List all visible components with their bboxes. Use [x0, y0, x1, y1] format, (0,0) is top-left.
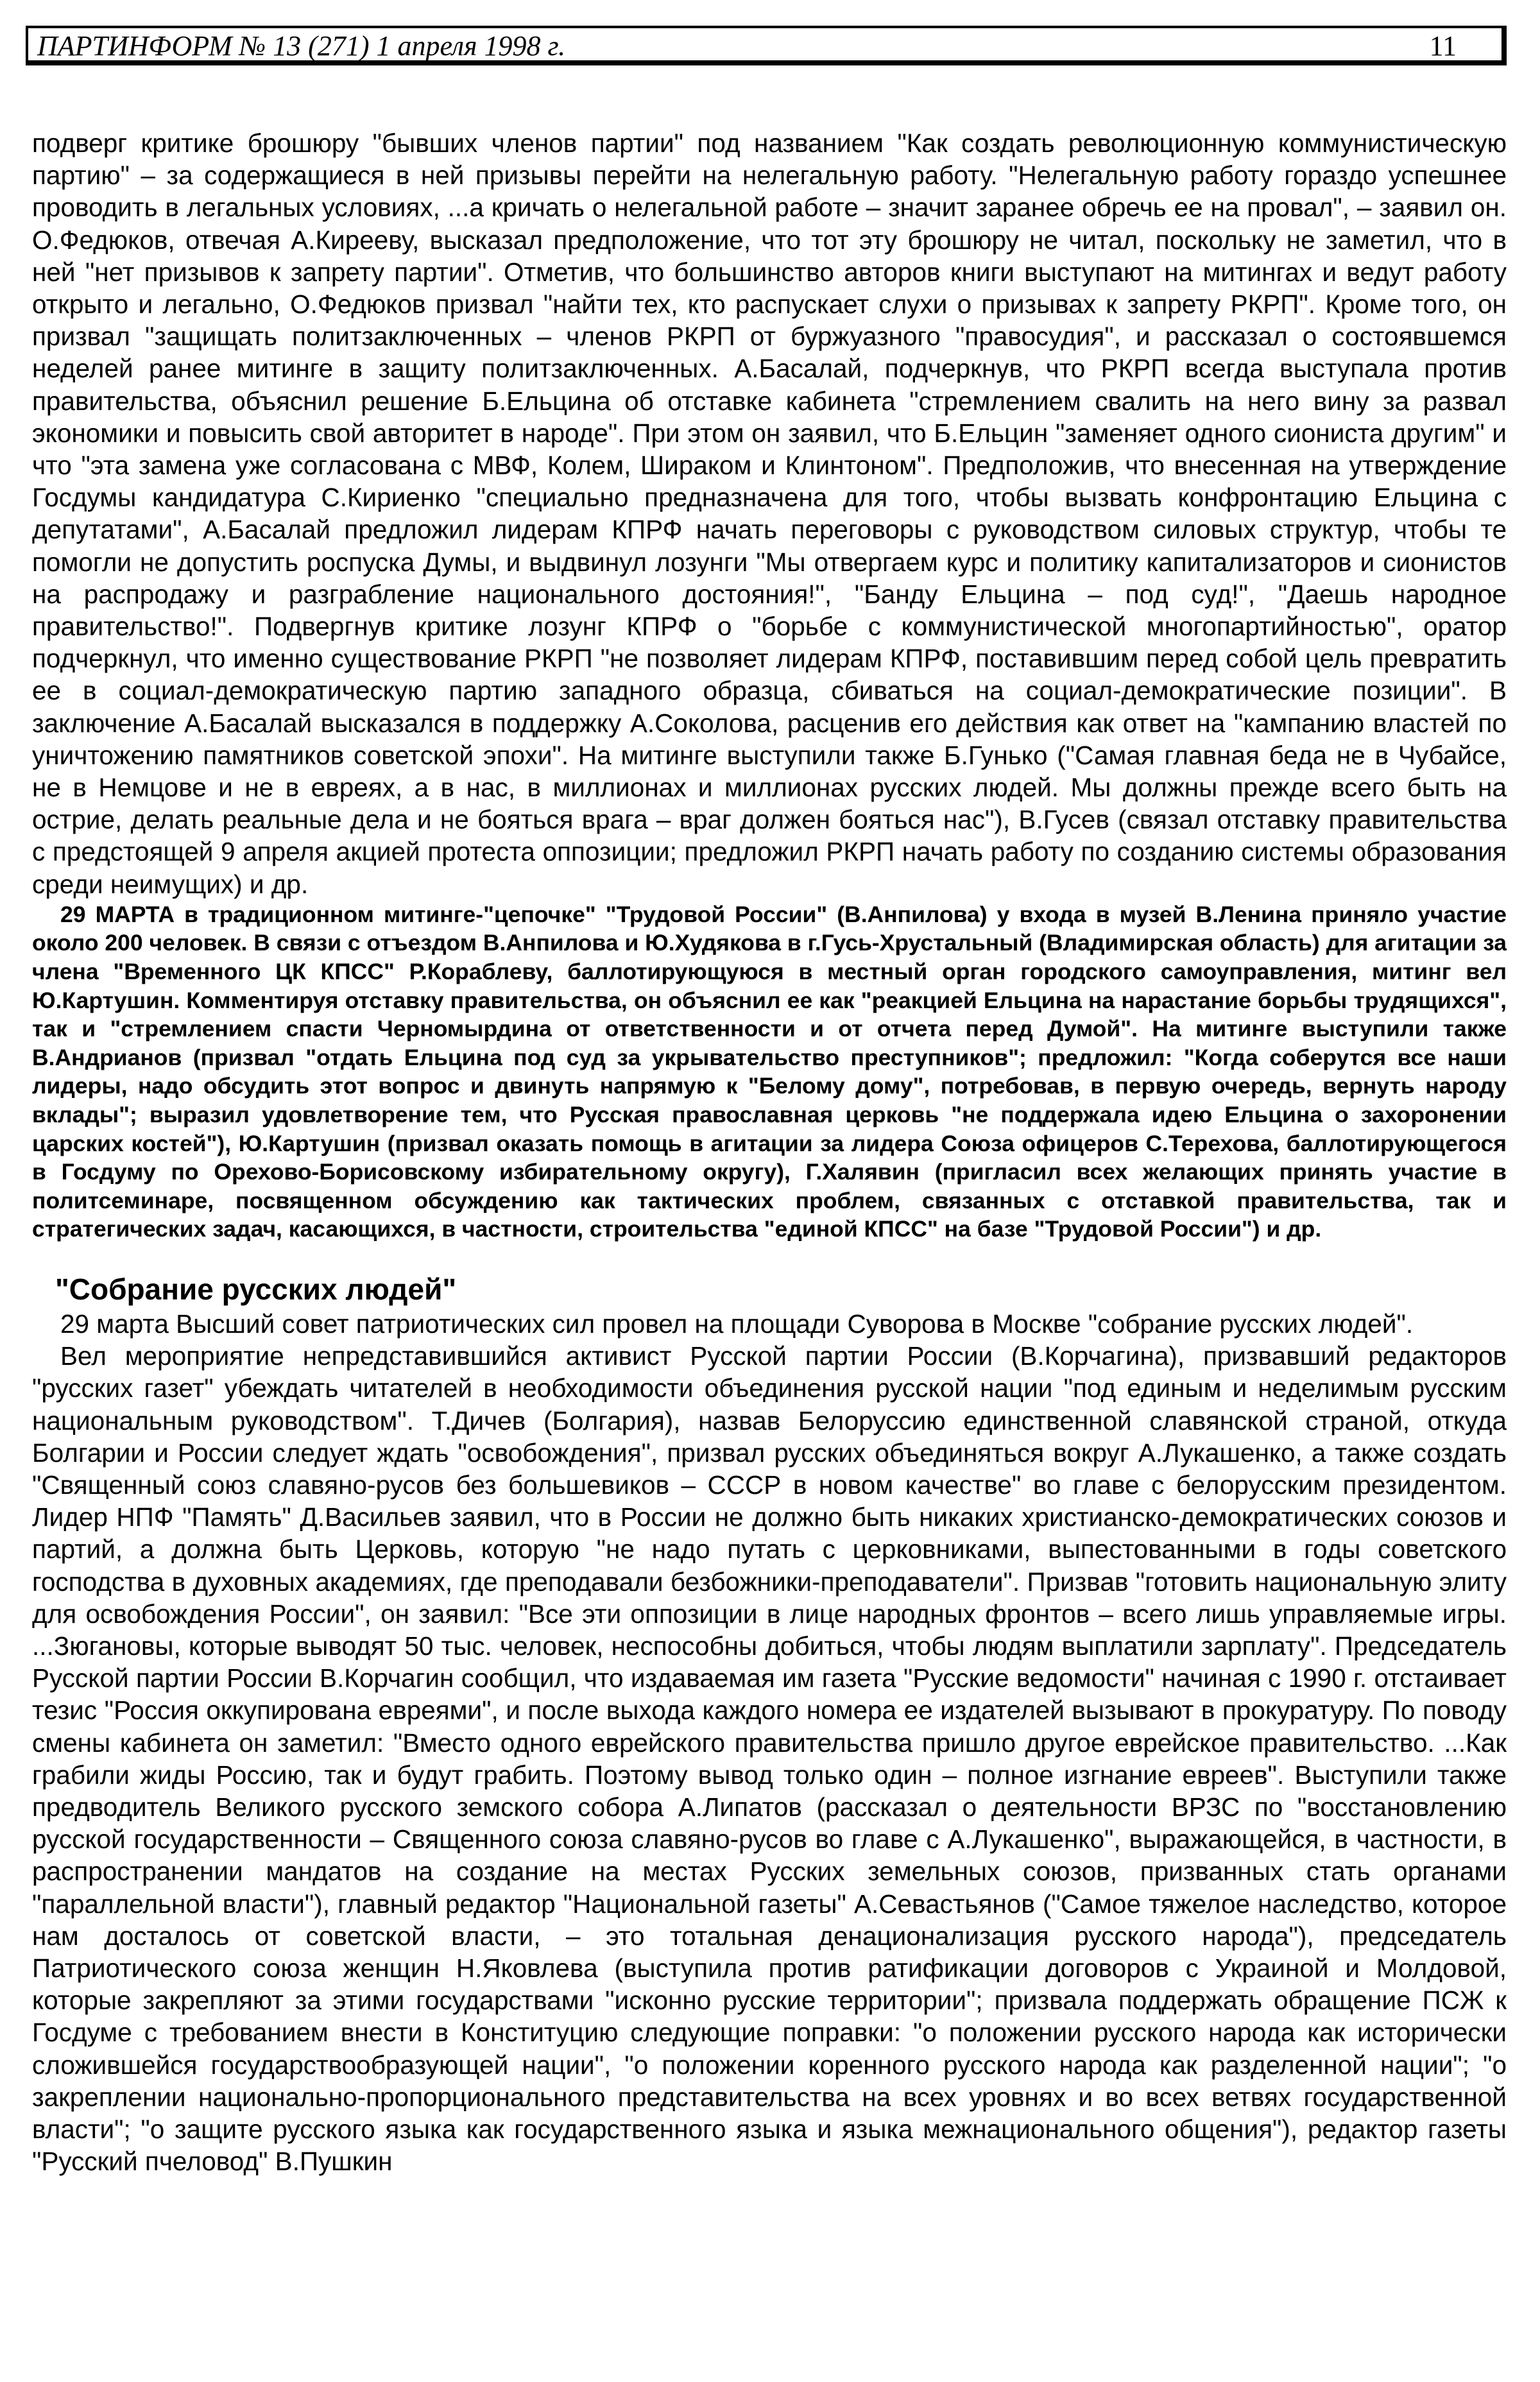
section-paragraph: Вел мероприятие непредставившийся активист Русской партии России (В.Корчагина), призвавший редакторов "русских газет" убеждать читателей в необходимости объединения русской нации "под единым и неделимым русским национальным руководством". Т.Дичев (Болгария), назвав Белоруссию единственной славянской страной, откуда Болгарии и России следует ждать "освобождения", призвал русских объединяться вокруг А.Лукашенко, а также создать "Священный союз славяно-русов без большевиков – СССР в новом качестве" во главе с белорусским президентом. Лидер НПФ "Память" Д.Васильев заявил, что в России не должно быть никаких христианско-демократических союзов и партий, а должна быть Церковь, которую "не надо путать с церковниками, выпестованными в годы советского господства в духовных академиях, где преподавали безбожники-преподаватели". Призвав "готовить национальную элиту для освобождения России", он заявил: "Все эти оппозиции в лице народных фронтов – всего лишь управляемые игры. ...Зюгановы, которые выводят 50 тыс. человек, неспособны добиться, чтобы людям выплатили зарплату". Председатель Русской партии России В.Корчагин сообщил, что издаваемая им газета "Русские ведомости" начиная с 1990 г. отстаивает тезис "Россия оккупирована евреями", и после выхода каждого номера ее издателей вызывают в прокуратуру. По поводу смены кабинета он заметил: "Вместо одного еврейского правительства пришло другое еврейское правительство. ...Как грабили жиды Россию, так и будут грабить. Поэтому вывод только один – полное изгнание евреев". Выступили также предводитель Великого русского земского собора А.Липатов (рассказал о деятельности ВРЗС по "восстановлению русской государственности – Священного союза славяно-русов во главе с А.Лукашенко", выражающейся, в частности, в распространении мандатов на создание на местах Русских земельных союзов, призванных стать органами "параллельной власти"), главный редактор "Национальной газеты" А.Севастьянов ("Самое тяжелое наследство, которое нам досталось от советской власти, – это тотальная денационализация русского народа"), председатель Патриотического союза женщин Н.Яковлева (выступила против ратификации договоров с Украиной и Молдовой, которые закрепляют за этими государствами "исконно русские территории"; призвала поддержать обращение ПСЖ к Госдуме с требованием внести в Конституцию следующие поправки: "о положении русского народа как исторически сложившейся государствообразующей нации", "о положении коренного русского народа как разделенной нации"; "о закреплении национально-пропорционального представительства на всех уровнях и во всех ветвях государственной власти"; "о защите русского языка как государственного языка и языка межнационального общения"), редактор газеты "Русский пчеловод" В.Пушкин — [32, 1341, 1507, 2177]
section-heading: "Собрание русских людей" — [55, 1272, 457, 1306]
page-number: 11 — [1429, 30, 1457, 62]
publication-title: ПАРТИНФОРМ № 13 (271) 1 апреля 1998 г. — [37, 30, 566, 62]
section-paragraph: 29 марта Высший совет патриотических сил провел на площади Суворова в Москве "собрание русских людей". — [60, 1309, 1414, 1339]
article-paragraph: подверг критике брошюру "бывших членов партии" под названием "Как создать революционную коммунистическую партию" – за содержащиеся в ней призывы перейти на нелегальную работу. "Нелегальную работу гораздо успешнее проводить в легальных условиях, ...а кричать о нелегальной работе – значит заранее обречь ее на провал", – заявил он. О.Федюков, отвечая А.Кирееву, высказал предположение, что тот эту брошюру не читал, поскольку не заметил, что в ней "нет призывов к запрету партии". Отметив, что большинство авторов книги выступают на митингах и ведут работу открыто и легально, О.Федюков призвал "найти тех, кто распускает слухи о призывах к запрету РКРП". Кроме того, он призвал "защищать политзаключенных – членов РКРП от буржуазного "правосудия", и рассказал о состоявшемся неделей ранее митинге в защиту политзаключенных. А.Басалай, подчеркнув, что РКРП всегда выступала против правительства, объяснил решение Б.Ельцина об отставке кабинета "стремлением свалить на него вину за развал экономики и повысить свой авторитет в народе". При этом он заявил, что Б.Ельцин "заменяет одного сиониста другим" и что "эта замена уже согласована с МВФ, Колем, Шираком и Клинтоном". Предположив, что внесенная на утверждение Госдумы кандидатура С.Кириенко "специально предназначена для того, чтобы вызвать конфронтацию Ельцина с депутатами", А.Басалай предложил лидерам КПРФ начать переговоры с руководством силовых структур, чтобы те помогли не допустить роспуска Думы, и выдвинул лозунги "Мы отвергаем курс и политику капитализаторов и сионистов на распродажу и разграбление национального достояния!", "Банду Ельцина – под суд!", "Даешь народное правительство!". Подвергнув критике лозунг КПРФ о "борьбе с коммунистической многопартийностью", оратор подчеркнул, что именно существование РКРП "не позволяет лидерам КПРФ, поставившим перед собой цель превратить ее в социал-демократическую партию западного образца, сбиваться на социал-демократические позиции". В заключение А.Басалай высказался в поддержку А.Соколова, расценив его действия как ответ на "кампанию властей по уничтожению памятников советской эпохи". На митинге выступили также Б.Гунько ("Самая главная беда не в Чубайсе, не в Немцове и не в евреях, а в нас, в миллионах и миллионах русских людей. Мы должны прежде всего быть на острие, делать реальные дела и не бояться врага – враг должен бояться нас"), В.Гусев (связал отставку правительства с предстоящей 9 апреля акцией протеста оппозиции; предложил РКРП начать работу по созданию системы образования среди неимущих) и др. — [32, 128, 1507, 899]
page-header — [26, 26, 1507, 65]
article-body — [32, 127, 1507, 2177]
bold-report-paragraph: 29 МАРТА в традиционном митинге-"цепочке" "Трудовой России" (В.Анпилова) у входа в музей В.Ленина приняло участие около 200 человек. В связи с отъездом В.Анпилова и Ю.Худякова в г.Гусь-Хрустальный (Владимирская область) для агитации за члена "Временного ЦК КПСС" Р.Кораблеву, баллотирующуюся в местный орган городского самоуправления, митинг вел Ю.Картушин. Комментируя отставку правительства, он объяснил ее как "реакцией Ельцина на нарастание борьбы трудящихся", так и "стремлением спасти Черномырдина от ответственности и от отчета перед Думой". На митинге выступили также В.Андрианов (призвал "отдать Ельцина под суд за укрывательство преступников"; предложил: "Когда соберутся все наши лидеры, надо обсудить этот вопрос и двинуть напрямую к "Белому дому", потребовав, в первую очередь, вернуть народу вклады"; выразил удовлетворение тем, что Русская православная церковь "не поддержала идею Ельцина о захоронении царских костей"), Ю.Картушин (призвал оказать помощь в агитации за лидера Союза офицеров С.Терехова, баллотирующегося в Госдуму по Орехово-Борисовскому избирательному округу), Г.Халявин (пригласил всех желающих принять участие в политсеминаре, посвященном обсуждению как тактических проблем, связанных с отставкой правительства, так и стратегических задач, касающихся, в частности, строительства "единой КПСС" на базе "Трудовой России") и др. — [32, 901, 1507, 1242]
